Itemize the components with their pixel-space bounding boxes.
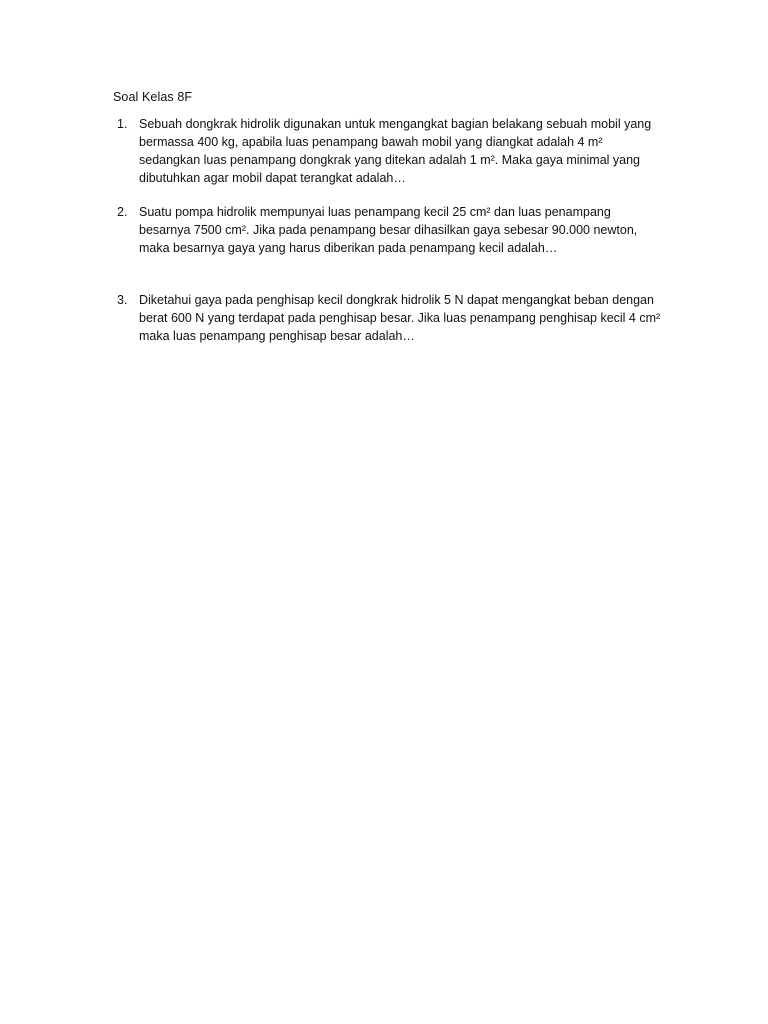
- question-number: 1.: [117, 117, 128, 131]
- question-line: maka luas penampang penghisap besar adalah…: [139, 329, 415, 343]
- document-title: Soal Kelas 8F: [113, 90, 193, 104]
- question-text: [139, 115, 689, 187]
- question-line: bermassa 400 kg, apabila luas penampang bawah mobil yang diangkat adalah 4 m²: [139, 135, 603, 149]
- question-line: maka besarnya gaya yang harus diberikan pada penampang kecil adalah…: [139, 241, 558, 255]
- question-line: Suatu pompa hidrolik mempunyai luas penampang kecil 25 cm² dan luas penampang: [139, 205, 611, 219]
- question-line: sedangkan luas penampang dongkrak yang ditekan adalah 1 m². Maka gaya minimal yang: [139, 153, 641, 167]
- question-line: berat 600 N yang terdapat pada penghisap besar. Jika luas penampang penghisap kecil 4 cm²: [139, 311, 661, 325]
- question-number: 3.: [117, 293, 128, 307]
- question-text: [139, 203, 689, 257]
- question-number: 2.: [117, 205, 128, 219]
- question-line: dibutuhkan agar mobil dapat terangkat adalah…: [139, 171, 406, 185]
- question-line: besarnya 7500 cm². Jika pada penampang besar dihasilkan gaya sebesar 90.000 newton,: [139, 223, 638, 237]
- question-line: Diketahui gaya pada penghisap kecil dongkrak hidrolik 5 N dapat mengangkat beban dengan: [139, 293, 654, 307]
- question-text: [139, 291, 689, 345]
- question-line: Sebuah dongkrak hidrolik digunakan untuk mengangkat bagian belakang sebuah mobil yang: [139, 117, 652, 131]
